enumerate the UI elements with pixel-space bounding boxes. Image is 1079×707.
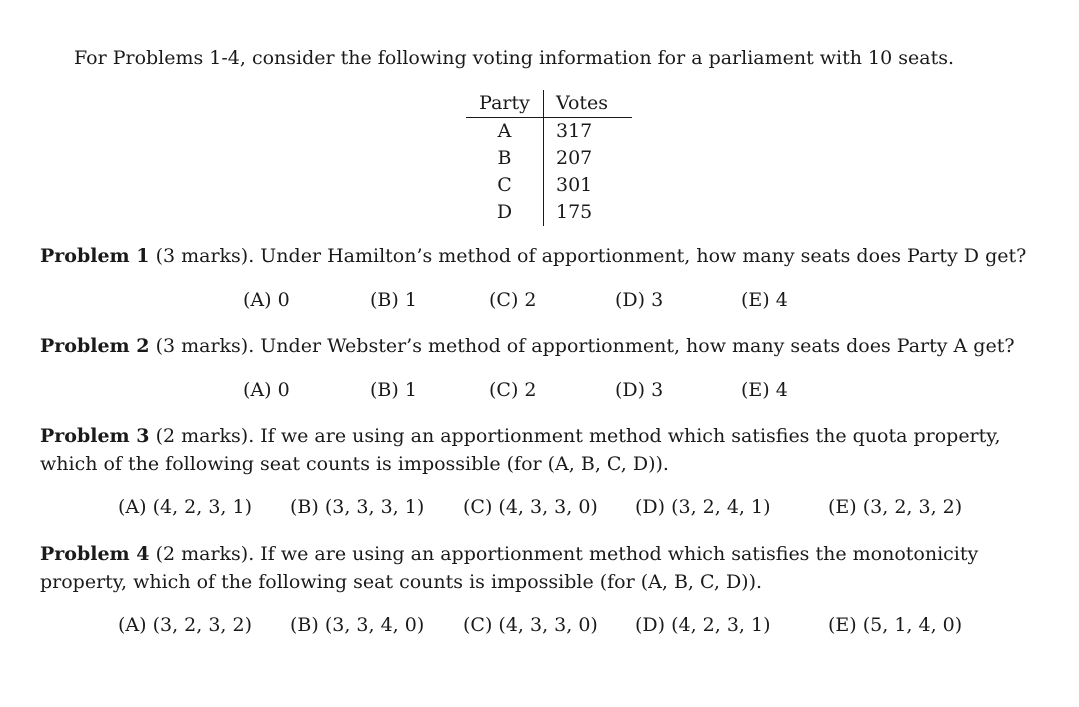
party-cell: D: [466, 199, 544, 226]
column-header-party: Party: [466, 90, 544, 118]
problem-3-choice-a[interactable]: (A) (4, 2, 3, 1): [118, 496, 253, 518]
problem-3-choice-c[interactable]: (C) (4, 3, 3, 0): [463, 496, 598, 518]
problem-3-choice-b[interactable]: (B) (3, 3, 3, 1): [290, 496, 425, 518]
problem-3-choice-d[interactable]: (D) (3, 2, 4, 1): [635, 496, 771, 518]
problem-1-choice-c[interactable]: (C) 2: [489, 289, 537, 311]
problem-4-choice-b[interactable]: (B) (3, 3, 4, 0): [290, 614, 425, 636]
problem-2-choice-b[interactable]: (B) 1: [370, 379, 417, 401]
problem-4-marks: (2 marks).: [155, 543, 255, 565]
problem-1-label: Problem 1: [40, 245, 150, 267]
votes-cell: 301: [556, 174, 593, 196]
problem-1-text: Under Hamilton’s method of apportionment, how many seats does Party D get?: [260, 245, 1027, 267]
votes-cell: 317: [556, 120, 593, 142]
problem-2-choice-e[interactable]: (E) 4: [741, 379, 788, 401]
table-header-row: [466, 90, 632, 118]
problem-3-statement: [40, 422, 1050, 478]
problem-1-choice-d[interactable]: (D) 3: [615, 289, 664, 311]
problem-2-choice-a[interactable]: (A) 0: [243, 379, 290, 401]
problem-1-choice-a[interactable]: (A) 0: [243, 289, 290, 311]
problem-2-choice-d[interactable]: (D) 3: [615, 379, 664, 401]
party-cell: C: [466, 172, 544, 199]
problem-4-choice-e[interactable]: (E) (5, 1, 4, 0): [828, 614, 963, 636]
problem-1-choice-b[interactable]: (B) 1: [370, 289, 417, 311]
problem-2-text: Under Webster’s method of apportionment, how many seats does Party A get?: [260, 335, 1015, 357]
problem-3-choice-e[interactable]: (E) (3, 2, 3, 2): [828, 496, 963, 518]
intro-text: For Problems 1-4, consider the following voting information for a parliament with 10 seats.: [74, 47, 955, 69]
problem-1-statement: [40, 242, 1050, 270]
voting-table: [466, 90, 632, 226]
problem-3-text: If we are using an apportionment method which satisfies the quota property, which of the following seat counts is impossible (for (A, B, C, D)).: [40, 425, 1001, 475]
problem-2-marks: (3 marks).: [155, 335, 255, 357]
problem-4-choice-d[interactable]: (D) (4, 2, 3, 1): [635, 614, 771, 636]
problem-4-text: If we are using an apportionment method which satisfies the monotonicity property, which of the following seat counts is impossible (for (A, B, C, D)).: [40, 543, 979, 593]
problem-4-choice-c[interactable]: (C) (4, 3, 3, 0): [463, 614, 598, 636]
problem-1-marks: (3 marks).: [155, 245, 255, 267]
problem-4-choice-a[interactable]: (A) (3, 2, 3, 2): [118, 614, 253, 636]
problem-2-statement: [40, 332, 1050, 360]
problem-3-marks: (2 marks).: [155, 425, 255, 447]
problem-4-label: Problem 4: [40, 543, 150, 565]
problem-3-label: Problem 3: [40, 425, 150, 447]
problem-1-choice-e[interactable]: (E) 4: [741, 289, 788, 311]
table-row: [466, 145, 632, 172]
votes-cell: 175: [556, 201, 593, 223]
party-cell: B: [466, 145, 544, 172]
table-row: [466, 118, 632, 146]
party-cell: A: [466, 118, 544, 146]
votes-cell: 207: [556, 147, 593, 169]
table-row: [466, 199, 632, 226]
problem-4-statement: [40, 540, 1050, 596]
column-header-votes: Votes: [544, 90, 633, 118]
problem-2-label: Problem 2: [40, 335, 150, 357]
problem-2-choice-c[interactable]: (C) 2: [489, 379, 537, 401]
table-row: [466, 172, 632, 199]
